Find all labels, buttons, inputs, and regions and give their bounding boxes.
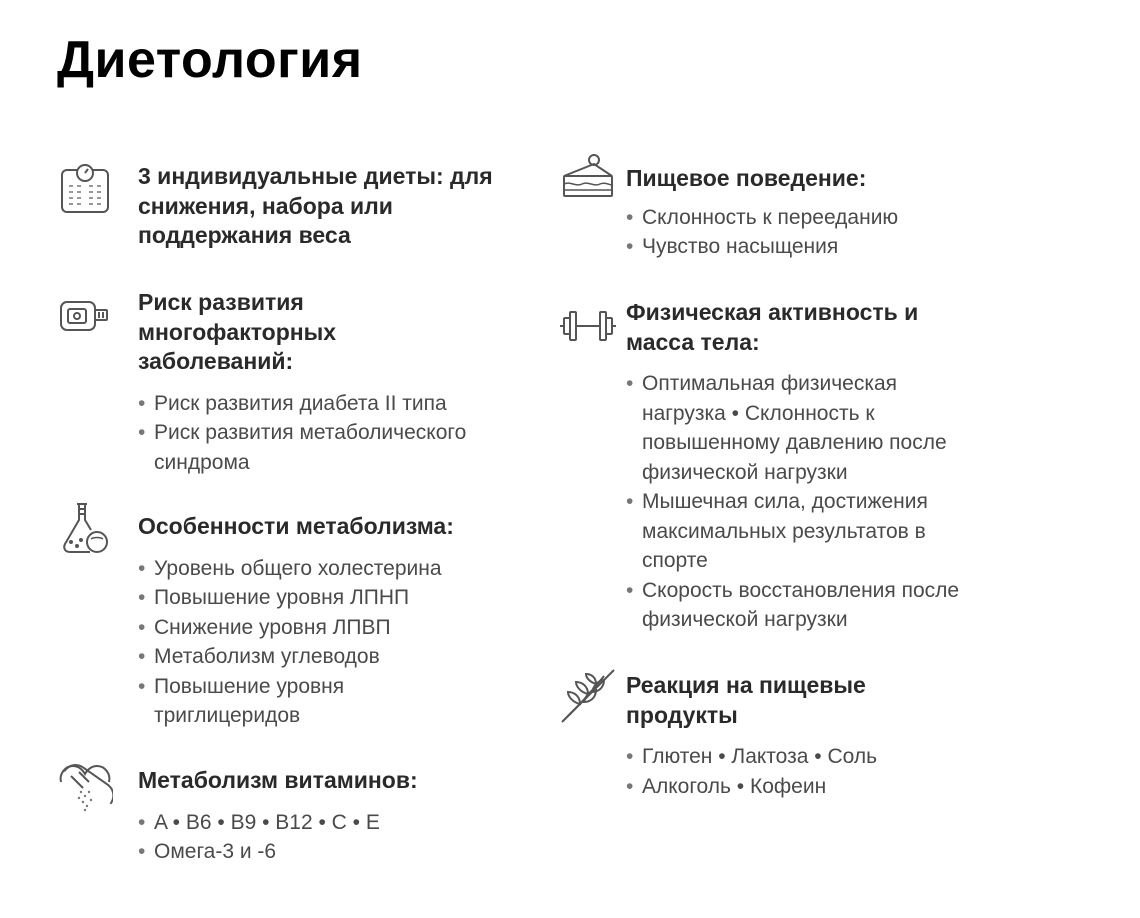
bullet-list — [138, 389, 538, 478]
section-title: Реакция на пищевые продукты — [626, 672, 866, 728]
list-item: • Метаболизм углеводов — [138, 642, 498, 672]
list-item: • Мышечная сила, достижения максимальных результатов в спорте — [626, 487, 964, 576]
list-item: • Скорость восстановления после физической нагрузки — [626, 576, 964, 635]
list-item: • Повышение уровня ЛПНП — [138, 583, 498, 613]
bullet-list — [626, 369, 966, 635]
list-item: • Снижение уровня ЛПВП — [138, 613, 498, 643]
section-title: 3 индивидуальные диеты: для снижения, набора или поддержания веса — [138, 163, 493, 248]
scale-icon — [57, 162, 113, 218]
list-item: • Оптимальная физическая нагрузка • Склонность к повышенному давлению после физической нагрузки — [626, 369, 957, 487]
section-title: Особенности метаболизма: — [138, 513, 454, 539]
bullet-list — [138, 554, 498, 731]
bullet-list — [626, 203, 1026, 262]
bullet-list — [626, 742, 1026, 801]
no-wheat-icon — [560, 668, 616, 724]
section-title: Пищевое поведение: — [626, 165, 867, 191]
list-item: • Глютен • Лактоза • Соль — [626, 742, 1026, 772]
list-item: • A • B6 • B9 • B12 • C • E — [138, 808, 538, 838]
page-title: Диетология — [57, 31, 363, 89]
capsule-icon — [57, 758, 113, 814]
bullet-list — [138, 808, 538, 867]
glucometer-icon — [57, 288, 113, 344]
list-item: • Омега-3 и -6 — [138, 837, 538, 867]
section-title: Физическая активность и масса тела: — [626, 299, 919, 355]
list-item: • Склонность к перееданию — [626, 203, 1026, 233]
list-item: • Риск развития метаболического синдрома — [138, 418, 538, 477]
section-title: Риск развития многофакторных заболеваний: — [138, 289, 337, 374]
section-title: Метаболизм витаминов: — [138, 767, 418, 793]
flask-icon — [57, 500, 113, 556]
cake-icon — [560, 150, 616, 206]
list-item: • Уровень общего холестерина — [138, 554, 498, 584]
list-item: • Риск развития диабета II типа — [138, 389, 538, 419]
list-item: • Алкоголь • Кофеин — [626, 772, 1026, 802]
dumbbell-icon — [560, 298, 616, 354]
list-item: • Чувство насыщения — [626, 232, 1026, 262]
list-item: • Повышение уровня триглицеридов — [138, 672, 394, 731]
